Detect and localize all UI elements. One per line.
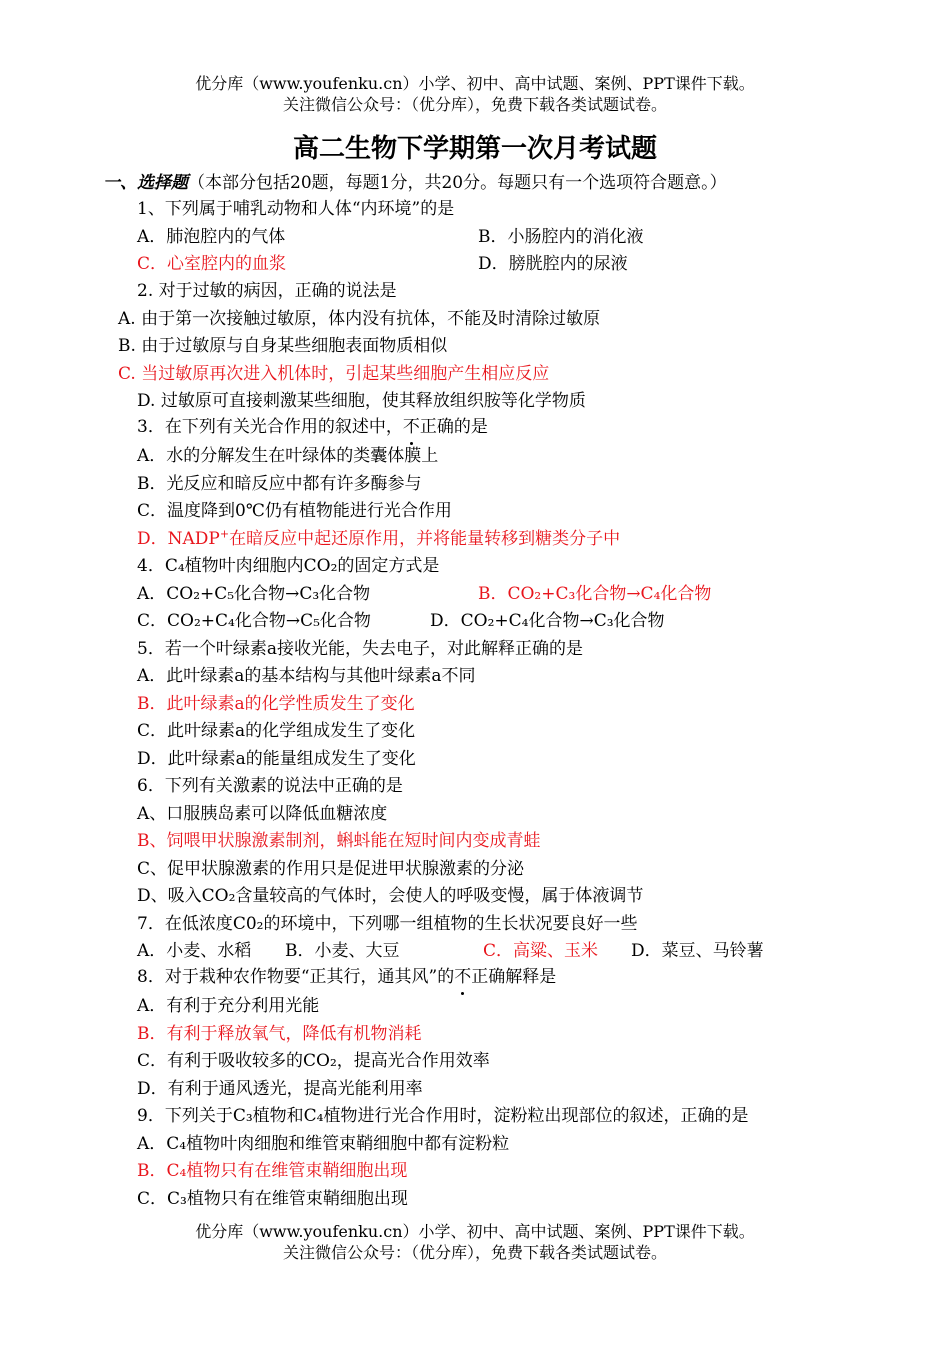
question-2-stem: 2. 对于过敏的病因，正确的说法是 — [137, 281, 397, 301]
question-6-option-a: A、口服胰岛素可以降低血糖浓度 — [137, 804, 388, 824]
question-8-stem — [137, 966, 556, 988]
question-8-option-c: C．有利于吸收较多的CO₂，提高光合作用效率 — [137, 1051, 490, 1071]
question-5-stem: 5．若一个叶绿素a接收光能，失去电子，对此解释正确的是 — [137, 639, 583, 659]
header-line-2: 关注微信公众号：（优分库），免费下载各类试题试卷。 — [282, 95, 667, 114]
question-4-option-a: A．CO₂+C₅化合物→C₃化合物 — [137, 584, 371, 604]
question-1-option-c: C．心室腔内的血浆 — [137, 254, 287, 274]
question-1-option-d: D．膀胱腔内的尿液 — [478, 254, 628, 274]
question-2-option-c: C. 当过敏原再次进入机体时，引起某些细胞产生相应反应 — [118, 364, 550, 384]
section-heading — [103, 172, 727, 194]
question-3-stem-end: 正确的是 — [419, 417, 488, 437]
question-3-option-d-end: 在暗反应中起还原作用，并将能量转移到糖类分子中 — [229, 529, 621, 549]
question-4-option-c: C．CO₂+C₄化合物→C₅化合物 — [137, 611, 371, 631]
page-title: 高二生物下学期第一次月考试题 — [292, 134, 657, 164]
question-7-option-a: A．小麦、水稻 — [137, 941, 252, 961]
question-3-option-b: B．光反应和暗反应中都有许多酶参与 — [137, 474, 422, 494]
footer-line-2: 关注微信公众号：（优分库），免费下载各类试题试卷。 — [282, 1243, 667, 1262]
question-8-option-d: D．有利于通风透光，提高光能利用率 — [137, 1079, 423, 1099]
question-9-option-c: C．C₃植物只有在维管束鞘细胞出现 — [137, 1189, 408, 1209]
question-4-option-d: D．CO₂+C₄化合物→C₃化合物 — [430, 611, 665, 631]
superscript-plus: + — [219, 527, 230, 541]
question-6-option-b: B、饲喂甲状腺激素制剂，蝌蚪能在短时间内变成青蛙 — [137, 831, 541, 851]
question-3-stem-start: 3．在下列有关光合作用的叙述中， — [137, 417, 403, 437]
question-3-option-a: A．水的分解发生在叶绿体的类囊体膜上 — [137, 446, 439, 466]
question-3-option-d — [137, 528, 620, 550]
emphasis-not: 不 — [402, 417, 420, 437]
question-4-stem: 4．C₄植物叶肉细胞内CO₂的固定方式是 — [137, 556, 440, 576]
question-7-option-c: C．高粱、玉米 — [483, 941, 599, 961]
section-description: （本部分包括20题，每题1分，共20分。每题只有一个选项符合题意。） — [188, 173, 727, 193]
question-6-option-d: D、吸入CO₂含量较高的气体时，会使人的呼吸变慢，属于体液调节 — [137, 886, 644, 906]
question-2-option-a: A. 由于第一次接触过敏原，体内没有抗体，不能及时清除过敏原 — [118, 309, 601, 329]
question-1-option-b: B．小肠腔内的消化液 — [478, 227, 644, 247]
footer-line-1: 优分库（www.youfenku.cn）小学、初中、高中试题、案例、PPT课件下载。 — [195, 1222, 755, 1241]
question-9-stem: 9．下列关于C₃植物和C₄植物进行光合作用时，淀粉粒出现部位的叙述，正确的是 — [137, 1106, 749, 1126]
question-5-option-d: D．此叶绿素a的能量组成发生了变化 — [137, 749, 416, 769]
question-2-option-b: B. 由于过敏原与自身某些细胞表面物质相似 — [118, 336, 448, 356]
section-label: 一、选择题 — [103, 173, 188, 193]
question-5-option-c: C．此叶绿素a的化学组成发生了变化 — [137, 721, 416, 741]
question-8-option-b: B．有利于释放氧气，降低有机物消耗 — [137, 1024, 422, 1044]
question-4-option-b: B．CO₂+C₃化合物→C₄化合物 — [478, 584, 712, 604]
question-8-stem-start: 8．对于栽种农作物要“正其行，通其风”的 — [137, 967, 455, 987]
question-7-stem: 7．在低浓度C0₂的环境中，下列哪一组植物的生长状况要良好一些 — [137, 914, 638, 934]
question-2-option-d: D. 过敏原可直接刺激某些细胞，使其释放组织胺等化学物质 — [137, 391, 586, 411]
question-1-stem: 1、下列属于哺乳动物和人体“内环境”的是 — [137, 199, 455, 219]
question-5-option-b: B．此叶绿素a的化学性质发生了变化 — [137, 694, 415, 714]
question-1-option-a: A．肺泡腔内的气体 — [137, 227, 286, 247]
question-5-option-a: A．此叶绿素a的基本结构与其他叶绿素a不同 — [137, 666, 476, 686]
question-8-stem-end: 正确解释是 — [471, 967, 557, 987]
header-line-1: 优分库（www.youfenku.cn）小学、初中、高中试题、案例、PPT课件下载。 — [195, 74, 755, 93]
emphasis-not: 不 — [454, 967, 472, 987]
question-3-option-d-start: D．NADP — [137, 529, 220, 549]
question-9-option-a: A．C₄植物叶肉细胞和维管束鞘细胞中都有淀粉粒 — [137, 1134, 510, 1154]
question-9-option-b: B．C₄植物只有在维管束鞘细胞出现 — [137, 1161, 408, 1181]
question-7-option-b: B．小麦、大豆 — [285, 941, 400, 961]
question-6-option-c: C、促甲状腺激素的作用只是促进甲状腺激素的分泌 — [137, 859, 525, 879]
question-3-option-c: C．温度降到0℃仍有植物能进行光合作用 — [137, 501, 452, 521]
question-6-stem: 6．下列有关激素的说法中正确的是 — [137, 776, 403, 796]
question-8-option-a: A．有利于充分利用光能 — [137, 996, 320, 1016]
question-7-option-d: D．菜豆、马铃薯 — [631, 941, 764, 961]
question-3-stem — [137, 416, 488, 438]
